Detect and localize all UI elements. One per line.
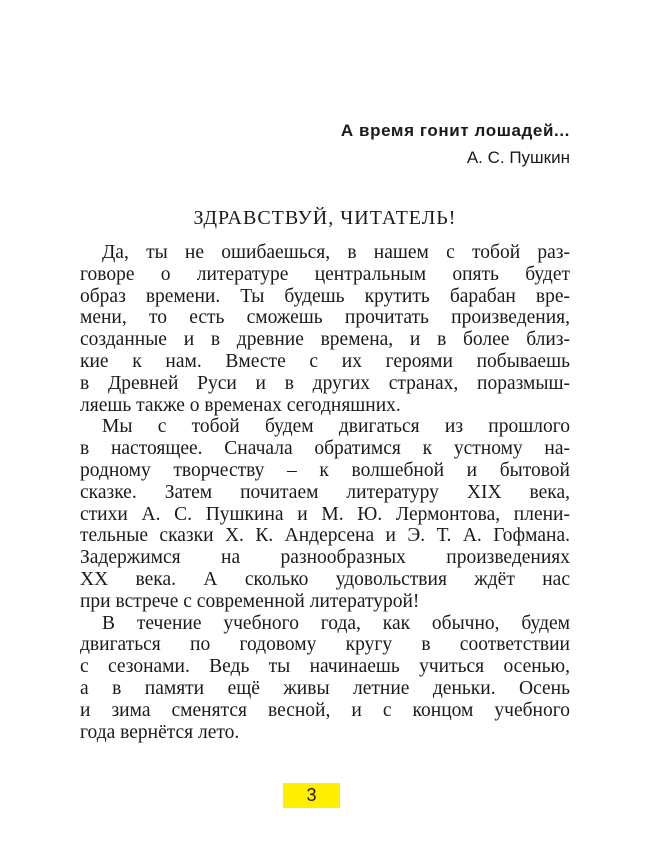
text-line: Задержимся на разнообразных произведениях: [80, 547, 570, 569]
text-line: стихи А. С. Пушкина и М. Ю. Лермонтова, плени-: [80, 503, 570, 525]
text-line: тельные сказки Х. К. Андерсена и Э. Т. А. Гофмана.: [80, 525, 570, 547]
text-line: созданные и в древние времена, и в более близ-: [80, 329, 570, 351]
body-text: [80, 242, 570, 743]
text-line: родному творчеству – к волшебной и бытовой: [80, 459, 570, 481]
text-line: ляешь также о временах сегодняшних.: [80, 394, 401, 416]
text-line: года вернётся лето.: [80, 721, 240, 743]
text-line: двигаться по годовому кругу в соответствии: [80, 634, 570, 656]
text-line: Мы с тобой будем двигаться из прошлого: [102, 416, 570, 438]
text-line: при встрече с современной литературой!: [80, 590, 420, 612]
text-line: говоре о литературе центральным опять будет: [80, 263, 570, 285]
text-line: с сезонами. Ведь ты начинаешь учиться осенью,: [80, 656, 570, 678]
text-line: а в памяти ещё живы летние деньки. Осень: [80, 677, 570, 699]
text-line: кие к нам. Вместе с их героями побываешь: [80, 350, 570, 372]
text-line: образ времени. Ты будешь крутить барабан вре-: [80, 285, 570, 307]
text-line: в настоящее. Сначала обратимся к устному на-: [80, 438, 570, 460]
page-number: 3: [283, 783, 340, 808]
text-line: Да, ты не ошибаешься, в нашем с тобой раз-: [102, 242, 570, 263]
text-line: XX века. А сколько удовольствия ждёт нас: [80, 568, 570, 590]
text-line: сказке. Затем почитаем литературу XIX века,: [80, 481, 570, 503]
page-title: ЗДРАВСТВУЙ, ЧИТАТЕЛЬ!: [193, 207, 457, 229]
epigraph-author: А. С. Пушкин: [466, 148, 570, 167]
text-line: мени, то есть сможешь прочитать произведения,: [80, 307, 570, 329]
text-line: и зима сменятся весной, и с концом учебного: [80, 699, 570, 721]
epigraph-quote: А время гонит лошадей...: [340, 121, 570, 140]
text-line: В течение учебного года, как обычно, будем: [102, 612, 570, 634]
text-line: в Древней Руси и в других странах, поразмыш-: [80, 372, 570, 394]
